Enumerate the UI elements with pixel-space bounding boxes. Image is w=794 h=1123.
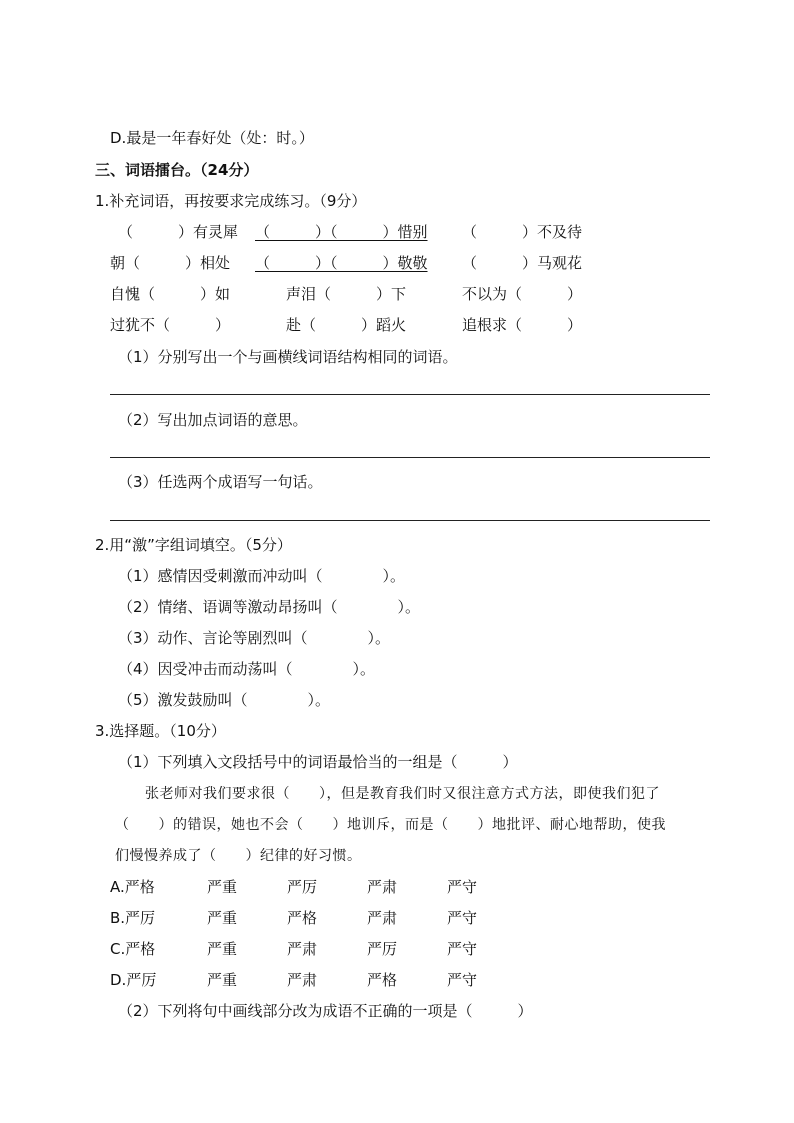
idiom-r3-c3: 不以为（ ） <box>462 285 583 303</box>
q2-item-5: （5）激发鼓励叫（ ）。 <box>118 691 331 709</box>
answer-line-2[interactable] <box>110 457 710 458</box>
option-c-3: 严肃 <box>287 940 318 958</box>
option-b-3: 严格 <box>287 909 318 927</box>
option-c-5: 严守 <box>447 940 478 958</box>
option-b-5: 严守 <box>447 909 478 927</box>
option-b-2: 严重 <box>207 909 238 927</box>
option-b-1: B.严厉 <box>110 909 156 927</box>
q2-item-2: （2）情绪、语调等激动昂扬叫（ ）。 <box>118 598 421 616</box>
q2-title: 2.用“激”字组词填空。（5分） <box>95 536 292 554</box>
option-b-4: 严肃 <box>367 909 398 927</box>
section3-title: 三、词语擂台。（24分） <box>95 161 259 179</box>
q3-title: 3.选择题。（10分） <box>95 722 226 740</box>
option-d-5: 严守 <box>447 971 478 989</box>
answer-line-1[interactable] <box>110 394 710 395</box>
option-a-3: 严厉 <box>287 878 318 896</box>
option-d-1: D.严厉 <box>110 971 157 989</box>
q2-item-4: （4）因受冲击而动荡叫（ ）。 <box>118 660 376 678</box>
option-a-4: 严肃 <box>367 878 398 896</box>
option-d-2: 严重 <box>207 971 238 989</box>
idiom-r1-c3: （ ）不及待 <box>462 223 583 241</box>
q1-sub2: （2）写出加点词语的意思。 <box>118 411 308 429</box>
idiom-r2-c2: （ ）（ ）敬敬 <box>255 254 428 272</box>
option-a-2: 严重 <box>207 878 238 896</box>
q1-sub3: （3）任选两个成语写一句话。 <box>118 473 323 491</box>
idiom-r1-c1: （ ）有灵犀 <box>118 223 239 241</box>
option-c-2: 严重 <box>207 940 238 958</box>
q3-sub1: （1）下列填入文段括号中的词语最恰当的一组是（ ） <box>118 753 518 771</box>
idiom-r4-c1: 过犹不（ ） <box>110 316 231 334</box>
option-c-4: 严厉 <box>367 940 398 958</box>
idiom-r2-c3: （ ）马观花 <box>462 254 583 272</box>
q2-item-3: （3）动作、言论等剧烈叫（ ）。 <box>118 629 391 647</box>
option-a-1: A.严格 <box>110 878 155 896</box>
option-d-3: 严肃 <box>287 971 318 989</box>
option-a-5: 严守 <box>447 878 478 896</box>
option-d-4: 严格 <box>367 971 398 989</box>
q1-title: 1.补充词语，再按要求完成练习。（9分） <box>95 192 367 210</box>
passage-line-1: 张老师对我们要求很（ ），但是教育我们时又很注意方式方法，即使我们犯了 <box>145 786 660 802</box>
idiom-r4-c3: 追根求（ ） <box>462 316 583 334</box>
passage-line-3: 们慢慢养成了（ ）纪律的好习惯。 <box>115 848 362 864</box>
idiom-r4-c2: 赴（ ）蹈火 <box>286 316 407 334</box>
idiom-r3-c1: 自愧（ ）如 <box>110 285 231 303</box>
prev-option-d: D.最是一年春好处（处：时。） <box>110 129 314 147</box>
idiom-r3-c2: 声泪（ ）下 <box>286 285 407 303</box>
passage-line-2: （ ）的错误，她也不会（ ）地训斥，而是（ ）地批评、耐心地帮助，使我 <box>115 817 666 833</box>
q1-sub1: （1）分别写出一个与画横线词语结构相同的词语。 <box>118 348 458 366</box>
option-c-1: C.严格 <box>110 940 156 958</box>
q2-item-1: （1）感情因受刺激而冲动叫（ ）。 <box>118 567 406 585</box>
answer-line-3[interactable] <box>110 520 710 521</box>
q3-sub2: （2）下列将句中画线部分改为成语不正确的一项是（ ） <box>118 1002 533 1020</box>
idiom-r1-c2: （ ）（ ）惜别 <box>255 223 428 241</box>
idiom-r2-c1: 朝（ ）相处 <box>110 254 231 272</box>
